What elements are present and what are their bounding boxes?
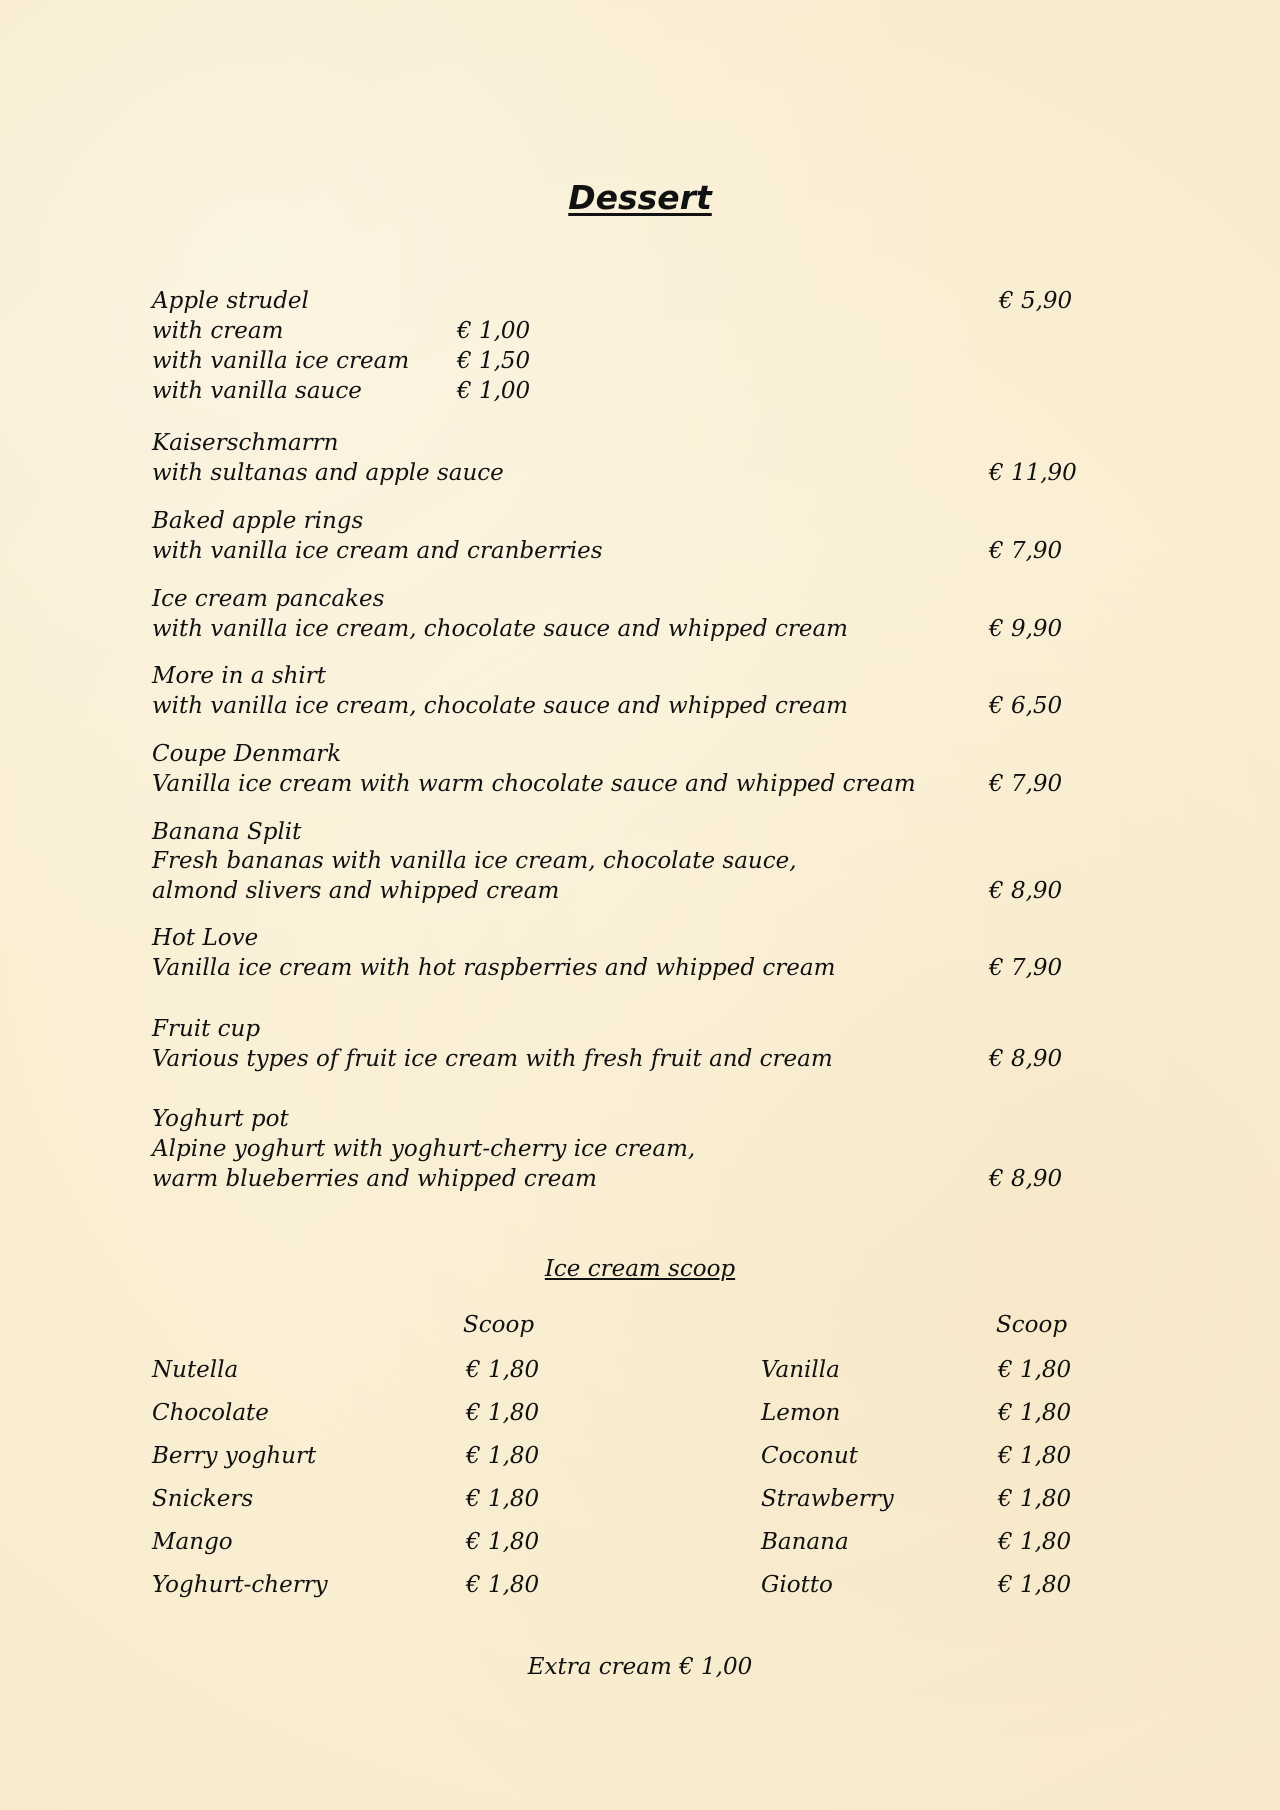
extra-price: € 1,00 (457, 378, 531, 404)
flavor-price: € 1,80 (466, 1400, 540, 1426)
flavor-name: Berry yoghurt (152, 1443, 317, 1469)
item-name: Kaiserschmarrn (152, 430, 339, 456)
item-desc: with vanilla ice cream, chocolate sauce and whipped cream (152, 616, 848, 642)
item-desc: Various types of fruit ice cream with fresh fruit and cream (152, 1046, 833, 1072)
flavor-name: Giotto (761, 1572, 833, 1598)
flavor-price: € 1,80 (998, 1572, 1072, 1598)
item-price: € 9,90 (989, 616, 1063, 642)
item-desc: with vanilla ice cream and cranberries (152, 538, 603, 564)
item-desc: warm blueberries and whipped cream (152, 1166, 597, 1192)
flavor-name: Banana (761, 1529, 849, 1555)
extra-price: € 1,50 (457, 348, 531, 374)
column-header: Scoop (996, 1312, 1068, 1338)
item-price: € 8,90 (989, 1046, 1063, 1072)
item-name: Baked apple rings (152, 508, 364, 534)
item-price: € 8,90 (989, 1166, 1063, 1192)
item-desc: almond slivers and whipped cream (152, 878, 560, 904)
flavor-name: Coconut (761, 1443, 859, 1469)
flavor-price: € 1,80 (466, 1529, 540, 1555)
item-desc: Vanilla ice cream with warm chocolate sauce and whipped cream (152, 771, 916, 797)
flavor-name: Vanilla (761, 1357, 840, 1383)
item-price: € 6,50 (989, 693, 1063, 719)
flavor-name: Snickers (152, 1486, 254, 1512)
extra-label: with vanilla sauce (152, 378, 362, 404)
item-name: Coupe Denmark (152, 741, 342, 767)
flavor-price: € 1,80 (466, 1357, 540, 1383)
flavor-name: Nutella (152, 1357, 239, 1383)
flavor-price: € 1,80 (466, 1486, 540, 1512)
flavor-price: € 1,80 (998, 1486, 1072, 1512)
flavor-price: € 1,80 (998, 1357, 1072, 1383)
extra-price: € 1,00 (457, 318, 531, 344)
flavor-name: Lemon (761, 1400, 841, 1426)
column-header: Scoop (463, 1312, 535, 1338)
flavor-name: Chocolate (152, 1400, 269, 1426)
flavor-name: Mango (152, 1529, 233, 1555)
item-desc: Fresh bananas with vanilla ice cream, chocolate sauce, (152, 848, 797, 874)
item-name: Banana Split (152, 819, 302, 845)
flavor-price: € 1,80 (466, 1572, 540, 1598)
page-title: Dessert (568, 178, 712, 217)
item-desc: with sultanas and apple sauce (152, 460, 504, 486)
item-price: € 7,90 (989, 538, 1063, 564)
extra-cream-note: Extra cream € 1,00 (527, 1654, 753, 1680)
item-name: Yoghurt pot (152, 1106, 289, 1132)
item-name: More in a shirt (152, 663, 327, 689)
item-desc: Vanilla ice cream with hot raspberries and whipped cream (152, 955, 836, 981)
item-desc: Alpine yoghurt with yoghurt-cherry ice cream, (152, 1136, 696, 1162)
flavor-price: € 1,80 (998, 1400, 1072, 1426)
item-name: Hot Love (152, 925, 259, 951)
extra-label: with vanilla ice cream (152, 348, 410, 374)
flavor-name: Strawberry (761, 1486, 894, 1512)
item-name: Ice cream pancakes (152, 586, 385, 612)
section-title: Ice cream scoop (544, 1256, 736, 1282)
flavor-price: € 1,80 (466, 1443, 540, 1469)
extra-label: with cream (152, 318, 284, 344)
item-desc: with vanilla ice cream, chocolate sauce and whipped cream (152, 693, 848, 719)
item-name: Fruit cup (152, 1016, 261, 1042)
item-price: € 7,90 (989, 771, 1063, 797)
flavor-price: € 1,80 (998, 1529, 1072, 1555)
item-price: € 11,90 (989, 460, 1077, 486)
item-price: € 5,90 (999, 288, 1073, 314)
item-price: € 8,90 (989, 878, 1063, 904)
item-name: Apple strudel (152, 288, 309, 314)
flavor-name: Yoghurt-cherry (152, 1572, 328, 1598)
flavor-price: € 1,80 (998, 1443, 1072, 1469)
item-price: € 7,90 (989, 955, 1063, 981)
